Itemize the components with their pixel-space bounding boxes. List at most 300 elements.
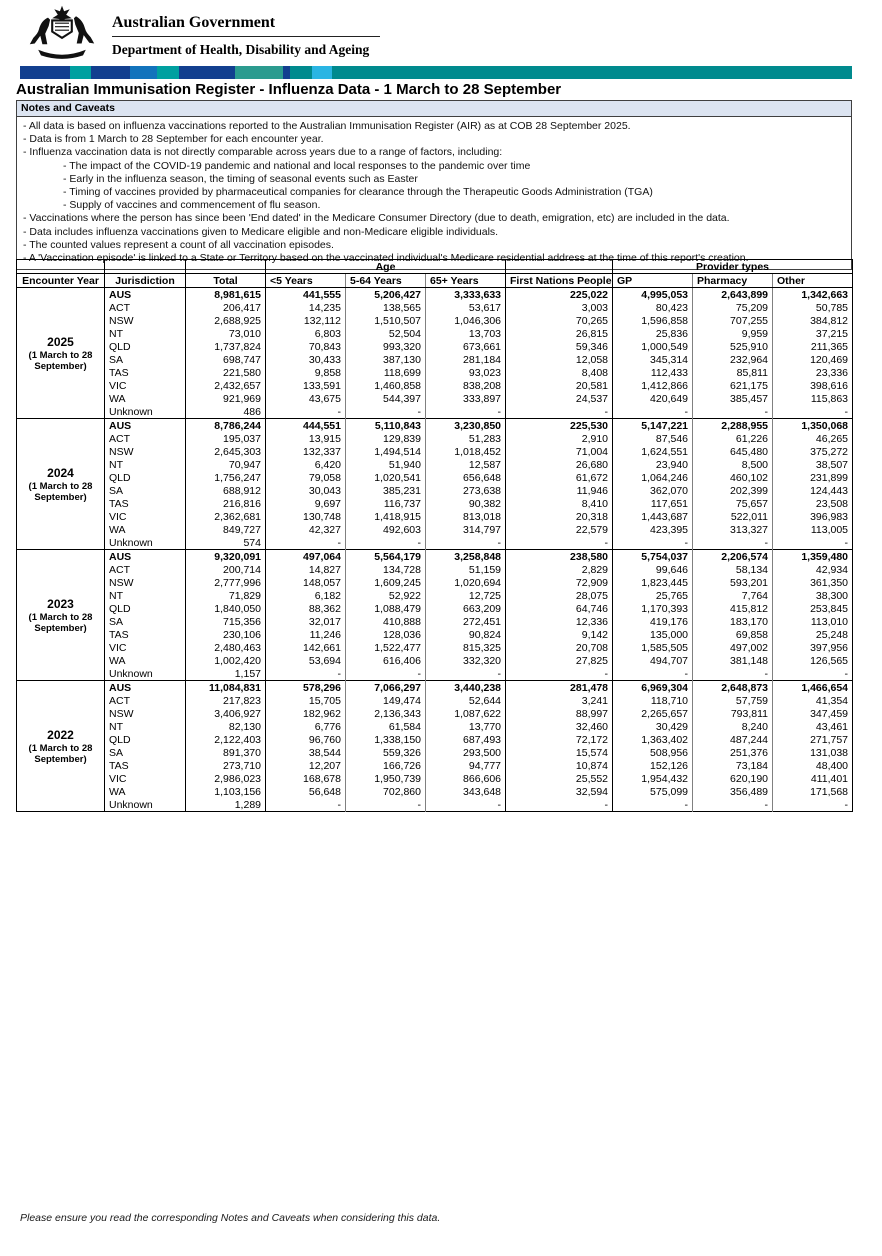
provider-types-group-header: Provider types	[613, 260, 853, 274]
value-cell: 3,440,238	[426, 681, 506, 695]
value-cell: 61,672	[506, 471, 613, 484]
value-cell: 6,969,304	[613, 681, 693, 695]
value-cell: 273,638	[426, 484, 506, 497]
jurisdiction-cell: NT	[105, 327, 186, 340]
stripe-segment	[179, 66, 235, 79]
value-cell: 25,765	[613, 589, 693, 602]
column-header-total: Total	[186, 274, 266, 288]
value-cell: -	[506, 536, 613, 550]
value-cell: 1,412,866	[613, 379, 693, 392]
value-cell: 70,265	[506, 314, 613, 327]
value-cell: 221,580	[186, 366, 266, 379]
value-cell: 73,010	[186, 327, 266, 340]
value-cell: 2,362,681	[186, 510, 266, 523]
table-row	[17, 563, 853, 576]
value-cell: 115,863	[773, 392, 853, 405]
value-cell: 73,184	[693, 759, 773, 772]
value-cell: 497,064	[266, 550, 346, 564]
value-cell: 12,058	[506, 353, 613, 366]
value-cell: 11,084,831	[186, 681, 266, 695]
value-cell: 3,406,927	[186, 707, 266, 720]
value-cell: 9,697	[266, 497, 346, 510]
value-cell: 293,500	[426, 746, 506, 759]
value-cell: 182,962	[266, 707, 346, 720]
government-branding	[20, 4, 380, 62]
value-cell: 396,983	[773, 510, 853, 523]
table-row	[17, 353, 853, 366]
value-cell: 116,737	[346, 497, 426, 510]
value-cell: 281,184	[426, 353, 506, 366]
jurisdiction-cell: AUS	[105, 288, 186, 302]
value-cell: 58,134	[693, 563, 773, 576]
value-cell: 20,318	[506, 510, 613, 523]
value-cell: 486	[186, 405, 266, 419]
value-cell: 1,000,549	[613, 340, 693, 353]
value-cell: 663,209	[426, 602, 506, 615]
column-header-65-years: 65+ Years	[426, 274, 506, 288]
stripe-segment	[312, 66, 332, 79]
year-label: 2022	[47, 727, 74, 742]
value-cell: 423,395	[613, 523, 693, 536]
value-cell: 420,649	[613, 392, 693, 405]
value-cell: 12,207	[266, 759, 346, 772]
value-cell: 1,020,694	[426, 576, 506, 589]
value-cell: 57,759	[693, 694, 773, 707]
table-row	[17, 628, 853, 641]
branding-text	[112, 4, 380, 58]
value-cell: 41,354	[773, 694, 853, 707]
value-cell: 1,609,245	[346, 576, 426, 589]
value-cell: 387,130	[346, 353, 426, 366]
year-period: (1 March to 28 September)	[28, 742, 93, 765]
table-row	[17, 615, 853, 628]
table-row	[17, 589, 853, 602]
value-cell: 8,786,244	[186, 419, 266, 433]
column-header-gp: GP	[613, 274, 693, 288]
table-header	[17, 260, 853, 288]
value-cell: -	[773, 667, 853, 681]
value-cell: 1,418,915	[346, 510, 426, 523]
jurisdiction-cell: TAS	[105, 628, 186, 641]
value-cell: 715,356	[186, 615, 266, 628]
stripe-segment	[157, 66, 179, 79]
note-line: - Vaccinations where the person has since been 'End dated' in the Medicare Consumer Directory (due to death, emigration, etc) are included in the data.	[23, 212, 730, 225]
value-cell: 1,494,514	[346, 445, 426, 458]
value-cell: 85,811	[693, 366, 773, 379]
value-cell: 79,058	[266, 471, 346, 484]
encounter-year-cell	[17, 681, 105, 812]
value-cell: 1,510,507	[346, 314, 426, 327]
table-row	[17, 497, 853, 510]
note-line: - The impact of the COVID-19 pandemic and national and local responses to the pandemic over time	[63, 159, 531, 172]
jurisdiction-cell: QLD	[105, 733, 186, 746]
jurisdiction-cell: ACT	[105, 694, 186, 707]
notes-box	[16, 100, 852, 270]
notes-header: Notes and Caveats	[17, 101, 851, 117]
value-cell: 30,433	[266, 353, 346, 366]
table-row	[17, 510, 853, 523]
value-cell: 52,644	[426, 694, 506, 707]
column-header-first-nations-people: First Nations People	[506, 274, 613, 288]
value-cell: 132,337	[266, 445, 346, 458]
table-row	[17, 432, 853, 445]
note-line: - A 'Vaccination episode' is linked to a State or Territory based on the vaccinated individual's Medicare residential address at the time of this report's creation.	[23, 252, 749, 265]
table-row	[17, 314, 853, 327]
value-cell: 385,457	[693, 392, 773, 405]
value-cell: 88,362	[266, 602, 346, 615]
value-cell: -	[266, 798, 346, 812]
value-cell: 993,320	[346, 340, 426, 353]
value-cell: 1,624,551	[613, 445, 693, 458]
value-cell: 51,283	[426, 432, 506, 445]
branding-divider	[112, 36, 380, 37]
note-line: - All data is based on influenza vaccinations reported to the Australian Immunisation Register (AIR) as at COB 28 September 2025.	[23, 120, 631, 132]
jurisdiction-cell: WA	[105, 392, 186, 405]
value-cell: 216,816	[186, 497, 266, 510]
value-cell: 384,812	[773, 314, 853, 327]
stripe-segment	[332, 66, 852, 79]
government-name: Australian Government	[112, 14, 276, 31]
value-cell: 37,215	[773, 327, 853, 340]
value-cell: 687,493	[426, 733, 506, 746]
value-cell: 2,136,343	[346, 707, 426, 720]
value-cell: 251,376	[693, 746, 773, 759]
value-cell: -	[613, 536, 693, 550]
jurisdiction-cell: AUS	[105, 419, 186, 433]
value-cell: 1,289	[186, 798, 266, 812]
age-group-header: Age	[266, 260, 506, 274]
value-cell: 1,840,050	[186, 602, 266, 615]
value-cell: 130,748	[266, 510, 346, 523]
value-cell: 1,338,150	[346, 733, 426, 746]
value-cell: 1,170,393	[613, 602, 693, 615]
value-cell: 492,603	[346, 523, 426, 536]
value-cell: 1,018,452	[426, 445, 506, 458]
value-cell: 56,648	[266, 785, 346, 798]
value-cell: 494,707	[613, 654, 693, 667]
value-cell: 1,522,477	[346, 641, 426, 654]
value-cell: 1,950,739	[346, 772, 426, 785]
value-cell: 152,126	[613, 759, 693, 772]
value-cell: 1,596,858	[613, 314, 693, 327]
value-cell: 9,320,091	[186, 550, 266, 564]
column-header-5-64-years: 5-64 Years	[346, 274, 426, 288]
value-cell: 1,585,505	[613, 641, 693, 654]
value-cell: 1,342,663	[773, 288, 853, 302]
value-cell: 2,645,303	[186, 445, 266, 458]
value-cell: -	[266, 667, 346, 681]
value-cell: 90,824	[426, 628, 506, 641]
encounter-year-cell	[17, 419, 105, 550]
value-cell: 460,102	[693, 471, 773, 484]
value-cell: 52,922	[346, 589, 426, 602]
immunisation-data-table	[16, 259, 853, 812]
value-cell: -	[773, 798, 853, 812]
value-cell: -	[613, 405, 693, 419]
jurisdiction-cell: NSW	[105, 576, 186, 589]
value-cell: -	[693, 536, 773, 550]
jurisdiction-cell: Unknown	[105, 536, 186, 550]
value-cell: 9,858	[266, 366, 346, 379]
jurisdiction-cell: QLD	[105, 340, 186, 353]
value-cell: 2,688,925	[186, 314, 266, 327]
value-cell: 347,459	[773, 707, 853, 720]
value-cell: 135,000	[613, 628, 693, 641]
jurisdiction-cell: NSW	[105, 707, 186, 720]
jurisdiction-cell: VIC	[105, 379, 186, 392]
value-cell: 38,300	[773, 589, 853, 602]
value-cell: 1,466,654	[773, 681, 853, 695]
value-cell: 593,201	[693, 576, 773, 589]
table-row	[17, 523, 853, 536]
value-cell: 314,797	[426, 523, 506, 536]
value-cell: 28,075	[506, 589, 613, 602]
note-line: - Early in the influenza season, the timing of seasonal events such as Easter	[63, 172, 418, 185]
value-cell: 13,915	[266, 432, 346, 445]
value-cell: 1,046,306	[426, 314, 506, 327]
value-cell: 12,725	[426, 589, 506, 602]
value-cell: 23,940	[613, 458, 693, 471]
note-line: - Influenza vaccination data is not directly comparable across years due to a range of factors, including:	[23, 146, 503, 159]
column-header-other: Other	[773, 274, 853, 288]
year-period: (1 March to 28 September)	[28, 611, 93, 634]
value-cell: 118,710	[613, 694, 693, 707]
value-cell: 522,011	[693, 510, 773, 523]
value-cell: 838,208	[426, 379, 506, 392]
value-cell: 134,728	[346, 563, 426, 576]
value-cell: 46,265	[773, 432, 853, 445]
value-cell: 621,175	[693, 379, 773, 392]
value-cell: -	[773, 405, 853, 419]
value-cell: 61,584	[346, 720, 426, 733]
value-cell: -	[506, 405, 613, 419]
value-cell: 24,537	[506, 392, 613, 405]
value-cell: 411,401	[773, 772, 853, 785]
value-cell: 9,959	[693, 327, 773, 340]
value-cell: 20,581	[506, 379, 613, 392]
table-row	[17, 707, 853, 720]
note-line: - Data includes influenza vaccinations given to Medicare eligible and non-Medicare eligible individuals.	[23, 225, 499, 238]
value-cell: 508,956	[613, 746, 693, 759]
column-header-encounter-year: Encounter Year	[17, 274, 105, 288]
value-cell: 231,899	[773, 471, 853, 484]
header-spacer	[186, 260, 266, 274]
value-cell: 272,451	[426, 615, 506, 628]
value-cell: 129,839	[346, 432, 426, 445]
year-label: 2023	[47, 596, 74, 611]
value-cell: 574	[186, 536, 266, 550]
value-cell: 2,643,899	[693, 288, 773, 302]
value-cell: 80,423	[613, 301, 693, 314]
value-cell: 113,005	[773, 523, 853, 536]
value-cell: 82,130	[186, 720, 266, 733]
note-line: - The counted values represent a count of all vaccination episodes.	[23, 238, 334, 251]
value-cell: -	[506, 667, 613, 681]
jurisdiction-cell: QLD	[105, 602, 186, 615]
value-cell: 8,240	[693, 720, 773, 733]
table-row	[17, 445, 853, 458]
value-cell: 2,265,657	[613, 707, 693, 720]
column-header-pharmacy: Pharmacy	[693, 274, 773, 288]
table-row	[17, 419, 853, 433]
table-row	[17, 536, 853, 550]
value-cell: 25,836	[613, 327, 693, 340]
value-cell: 1,350,068	[773, 419, 853, 433]
value-cell: 575,099	[613, 785, 693, 798]
value-cell: 48,400	[773, 759, 853, 772]
table-row	[17, 667, 853, 681]
value-cell: 112,433	[613, 366, 693, 379]
value-cell: 88,997	[506, 707, 613, 720]
value-cell: 128,036	[346, 628, 426, 641]
jurisdiction-cell: SA	[105, 615, 186, 628]
value-cell: -	[426, 798, 506, 812]
value-cell: 94,777	[426, 759, 506, 772]
value-cell: 27,825	[506, 654, 613, 667]
value-cell: 87,546	[613, 432, 693, 445]
coat-of-arms-icon	[20, 4, 104, 62]
value-cell: 1,737,824	[186, 340, 266, 353]
value-cell: -	[426, 405, 506, 419]
value-cell: 96,760	[266, 733, 346, 746]
value-cell: 200,714	[186, 563, 266, 576]
jurisdiction-cell: Unknown	[105, 667, 186, 681]
year-block-2023	[17, 550, 853, 681]
value-cell: 42,934	[773, 563, 853, 576]
jurisdiction-cell: TAS	[105, 366, 186, 379]
table-row	[17, 759, 853, 772]
year-period: (1 March to 28 September)	[28, 349, 93, 372]
value-cell: 59,346	[506, 340, 613, 353]
value-cell: 148,057	[266, 576, 346, 589]
value-cell: 2,648,873	[693, 681, 773, 695]
value-cell: -	[773, 536, 853, 550]
year-block-2022	[17, 681, 853, 812]
value-cell: 7,066,297	[346, 681, 426, 695]
table-row	[17, 654, 853, 667]
value-cell: 2,480,463	[186, 641, 266, 654]
jurisdiction-cell: AUS	[105, 681, 186, 695]
value-cell: 6,420	[266, 458, 346, 471]
value-cell: 32,017	[266, 615, 346, 628]
value-cell: 53,617	[426, 301, 506, 314]
value-cell: 51,159	[426, 563, 506, 576]
note-line: - Data is from 1 March to 28 September for each encounter year.	[23, 133, 324, 146]
stripe-segment	[20, 66, 70, 79]
value-cell: 375,272	[773, 445, 853, 458]
value-cell: 11,946	[506, 484, 613, 497]
value-cell: 13,770	[426, 720, 506, 733]
value-cell: 385,231	[346, 484, 426, 497]
value-cell: 2,829	[506, 563, 613, 576]
value-cell: 419,176	[613, 615, 693, 628]
value-cell: 1,359,480	[773, 550, 853, 564]
value-cell: 813,018	[426, 510, 506, 523]
value-cell: 202,399	[693, 484, 773, 497]
value-cell: 1,823,445	[613, 576, 693, 589]
value-cell: 3,003	[506, 301, 613, 314]
year-block-2025	[17, 288, 853, 419]
table-row	[17, 694, 853, 707]
value-cell: -	[346, 536, 426, 550]
value-cell: 620,190	[693, 772, 773, 785]
value-cell: 1,087,622	[426, 707, 506, 720]
value-cell: 1,460,858	[346, 379, 426, 392]
value-cell: 793,811	[693, 707, 773, 720]
value-cell: 2,288,955	[693, 419, 773, 433]
jurisdiction-cell: SA	[105, 484, 186, 497]
jurisdiction-cell: NT	[105, 720, 186, 733]
value-cell: 645,480	[693, 445, 773, 458]
jurisdiction-cell: Unknown	[105, 798, 186, 812]
value-cell: 30,043	[266, 484, 346, 497]
decorative-stripe	[20, 66, 852, 79]
table-row	[17, 288, 853, 302]
value-cell: 1,363,402	[613, 733, 693, 746]
value-cell: 52,504	[346, 327, 426, 340]
value-cell: 1,756,247	[186, 471, 266, 484]
table-row	[17, 576, 853, 589]
encounter-year-cell	[17, 288, 105, 419]
value-cell: 211,365	[773, 340, 853, 353]
year-label: 2024	[47, 465, 74, 480]
value-cell: 230,106	[186, 628, 266, 641]
value-cell: 183,170	[693, 615, 773, 628]
table-row	[17, 681, 853, 695]
value-cell: 616,406	[346, 654, 426, 667]
table-row	[17, 602, 853, 615]
value-cell: 281,478	[506, 681, 613, 695]
value-cell: 168,678	[266, 772, 346, 785]
value-cell: 61,226	[693, 432, 773, 445]
value-cell: 410,888	[346, 615, 426, 628]
year-period: (1 March to 28 September)	[28, 480, 93, 503]
value-cell: 415,812	[693, 602, 773, 615]
value-cell: 849,727	[186, 523, 266, 536]
value-cell: 544,397	[346, 392, 426, 405]
jurisdiction-cell: WA	[105, 654, 186, 667]
value-cell: 225,530	[506, 419, 613, 433]
jurisdiction-cell: VIC	[105, 772, 186, 785]
value-cell: -	[506, 798, 613, 812]
value-cell: 32,460	[506, 720, 613, 733]
value-cell: 866,606	[426, 772, 506, 785]
value-cell: 64,746	[506, 602, 613, 615]
value-cell: 891,370	[186, 746, 266, 759]
value-cell: 1,443,687	[613, 510, 693, 523]
value-cell: 361,350	[773, 576, 853, 589]
value-cell: 225,022	[506, 288, 613, 302]
value-cell: 25,248	[773, 628, 853, 641]
value-cell: 232,964	[693, 353, 773, 366]
value-cell: 166,726	[346, 759, 426, 772]
stripe-segment	[235, 66, 283, 79]
value-cell: 11,246	[266, 628, 346, 641]
jurisdiction-cell: TAS	[105, 497, 186, 510]
note-line: - Supply of vaccines and commencement of flu season.	[63, 199, 321, 212]
jurisdiction-cell: VIC	[105, 641, 186, 654]
value-cell: 70,947	[186, 458, 266, 471]
value-cell: 271,757	[773, 733, 853, 746]
value-cell: 75,209	[693, 301, 773, 314]
header-spacer	[17, 260, 105, 274]
value-cell: 8,981,615	[186, 288, 266, 302]
value-cell: 688,912	[186, 484, 266, 497]
column-header-jurisdiction: Jurisdiction	[105, 274, 186, 288]
value-cell: 113,010	[773, 615, 853, 628]
value-cell: 815,325	[426, 641, 506, 654]
value-cell: 2,122,403	[186, 733, 266, 746]
